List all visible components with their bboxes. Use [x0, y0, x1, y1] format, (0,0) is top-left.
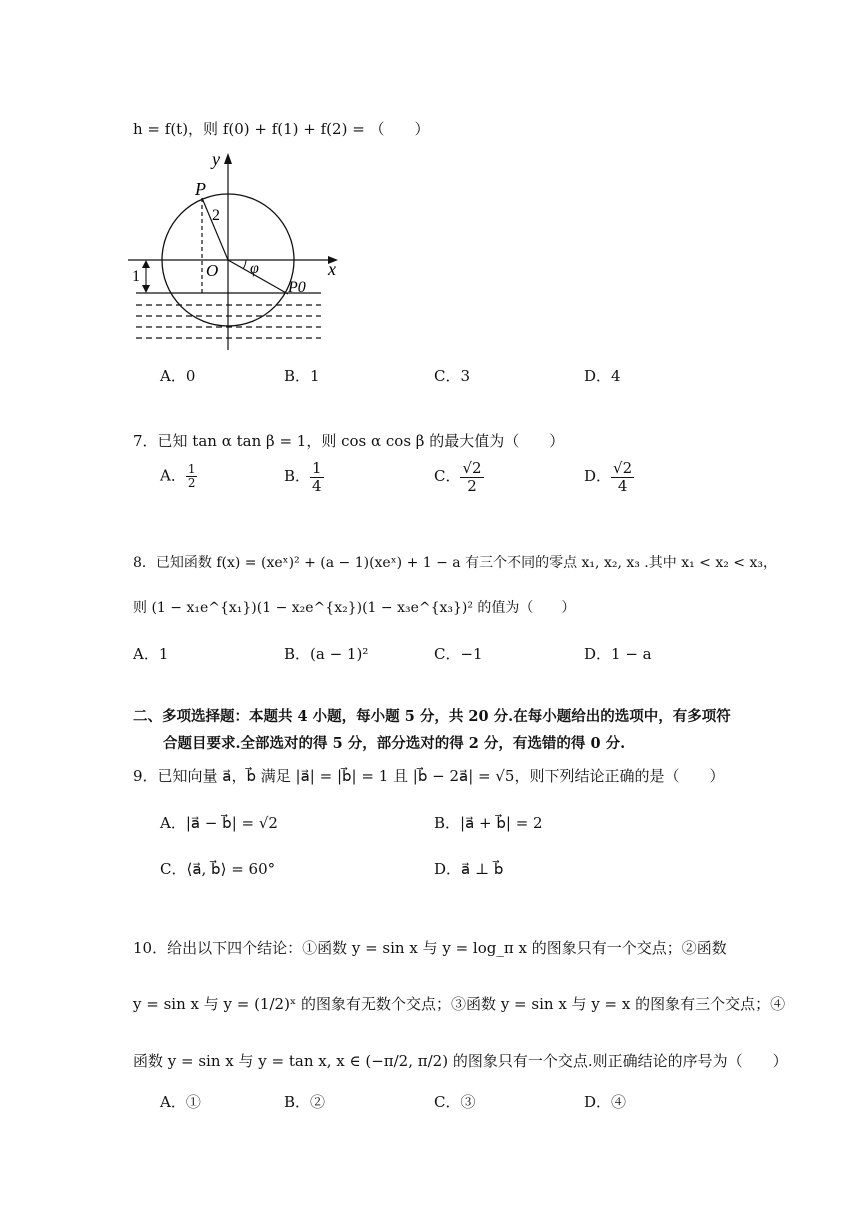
q7-option-c: C． $\frac{√2}{2}$	[434, 459, 482, 495]
q10-option-d: D．④	[584, 1093, 627, 1111]
label-x: x	[328, 259, 336, 279]
q6-option-a: A．0	[160, 367, 196, 385]
q6-figure	[128, 150, 348, 350]
q6-stem: h = f(t)，则 f(0) + f(1) + f(2) = （ ）	[133, 120, 430, 138]
q9-option-a: A．|a⃗ − b⃗| = √2	[160, 814, 278, 832]
q9-stem: 9．已知向量 a⃗，b⃗ 满足 |a⃗| = |b⃗| = 1 且 |b⃗ − 2a⃗| = √5，则下列结论正确的是（ ）	[133, 767, 725, 785]
q6-option-d: D．4	[584, 367, 621, 385]
q8-stem-line1: 8．已知函数 f(x) = (xeˣ)² + (a − 1)(xeˣ) + 1 − a 有三个不同的零点 x₁, x₂, x₃ .其中 x₁ < x₂ < x₃，	[133, 555, 777, 571]
q10-line1: 10．给出以下四个结论：①函数 y = sin x 与 y = log_π x 的图象只有一个交点；②函数	[133, 939, 727, 957]
q9-option-c: C．⟨a⃗, b⃗⟩ = 60°	[160, 860, 276, 878]
q9-option-d: D．a⃗ ⊥ b⃗	[434, 860, 504, 878]
q8-option-d: D．1 − a	[584, 645, 652, 663]
q10-option-a: A．①	[160, 1093, 201, 1111]
q10-option-c: C．③	[434, 1093, 476, 1111]
q8-stem-line2: 则 (1 − x₁e^{x₁})(1 − x₂e^{x₂})(1 − x₃e^{x₃})² 的值为（ ）	[133, 600, 576, 616]
q7-option-a: A． $\frac{1}{2}$	[160, 462, 196, 491]
label-depth: 1	[132, 268, 140, 285]
q6-option-b: B．1	[284, 367, 320, 385]
q10-line3: 函数 y = sin x 与 y = tan x, x ∈ (−π/2, π/2) 的图象只有一个交点.则正确结论的序号为（ ）	[133, 1052, 788, 1070]
q10-option-b: B．②	[284, 1093, 326, 1111]
y-axis-arrow-icon	[224, 153, 232, 164]
q9-option-b: B．|a⃗ + b⃗| = 2	[434, 814, 543, 832]
label-P: P	[195, 179, 206, 199]
q10-line2: y = sin x 与 y = (1/2)ˣ 的图象有无数个交点；③函数 y = sin x 与 y = x 的图象有三个交点；④	[133, 995, 786, 1013]
q8-option-b: B．(a − 1)²	[284, 645, 369, 663]
q7-option-b: B． $\frac{1}{4}$	[284, 459, 322, 495]
label-y: y	[212, 150, 220, 169]
label-P0: P0	[288, 279, 306, 296]
section2-heading-line1: 二、多项选择题：本题共 4 小题，每小题 5 分，共 20 分.在每小题给出的选项中，有多项符	[133, 708, 731, 725]
label-O: O	[206, 261, 219, 280]
label-phi: φ	[250, 260, 259, 277]
q8-option-c: C．−1	[434, 645, 483, 663]
q7-option-d: D． $\frac{√2}{4}$	[584, 459, 633, 495]
label-radius: 2	[212, 207, 220, 224]
q7-stem: 7．已知 tan α tan β = 1，则 cos α cos β 的最大值为（ ）	[133, 432, 565, 450]
q6-option-c: C．3	[434, 367, 471, 385]
section2-heading-line2: 合题目要求.全部选对的得 5 分，部分选对的得 2 分，有选错的得 0 分.	[163, 735, 626, 752]
q8-option-a: A．1	[133, 645, 169, 663]
